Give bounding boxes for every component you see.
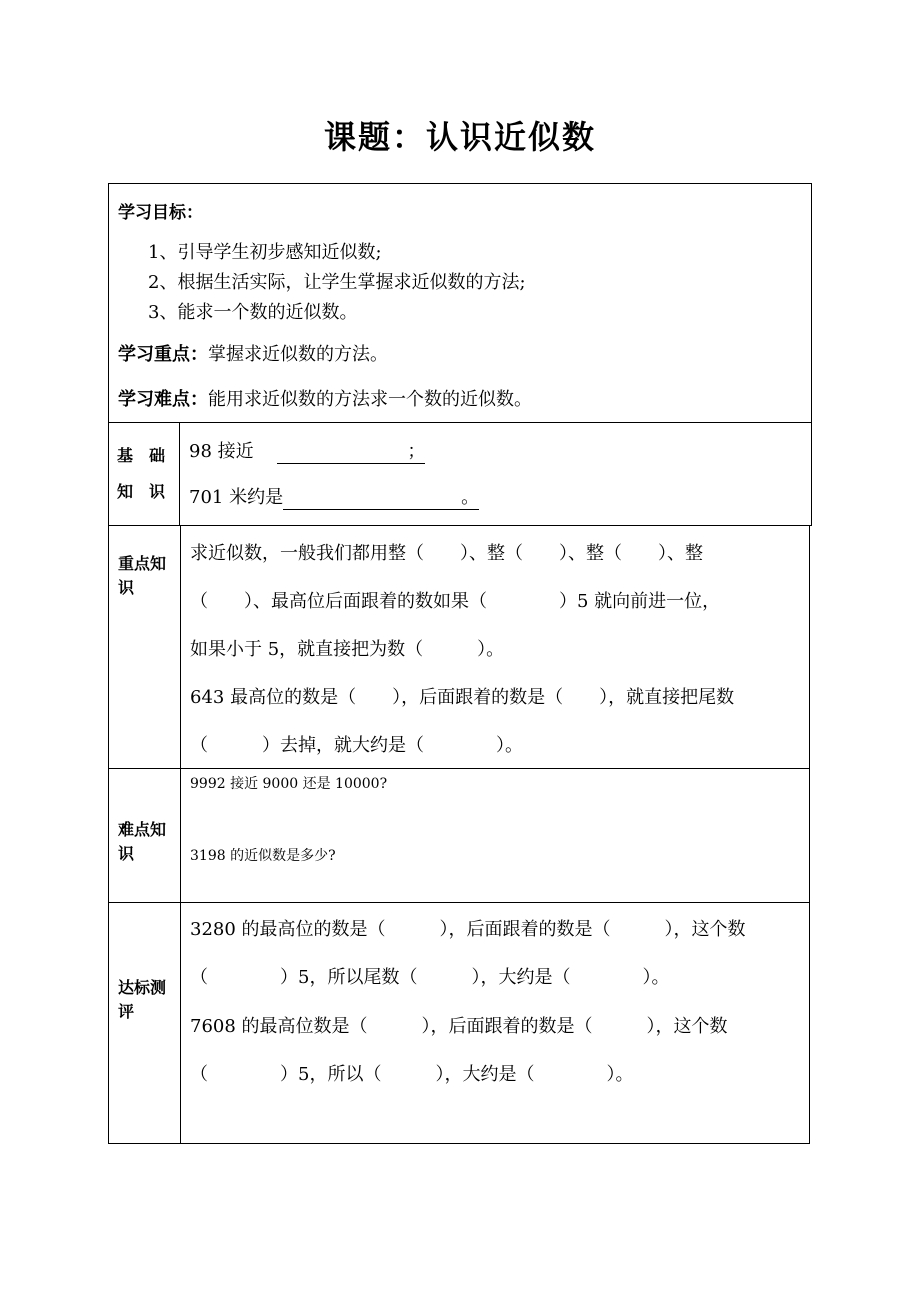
key-knowledge-label-line: 重点知 [118, 554, 167, 573]
assessment-line: 3280 的最高位的数是（ ），后面跟着的数是（ ），这个数 [190, 919, 746, 940]
assessment-divider [180, 902, 181, 1144]
key-knowledge-label-line: 识 [118, 578, 135, 597]
assessment-line: （ ）5，所以尾数（ ），大约是（ ）。 [190, 967, 670, 988]
difficult-point-text: 能用求近似数的方法求一个数的近似数。 [208, 389, 532, 410]
goal-item: 3、能求一个数的近似数。 [148, 302, 358, 323]
assessment-label [118, 976, 166, 1024]
key-knowledge-label [118, 552, 166, 600]
key-point-label: 学习重点： [118, 344, 208, 365]
key-knowledge-divider [180, 525, 181, 769]
difficult-knowledge-divider [180, 768, 181, 903]
blank-end-mark: ； [407, 441, 426, 462]
basic-line-2-text: 701 米约是 [189, 487, 284, 508]
page-title: 课题：认识近似数 [323, 118, 596, 156]
basic-line-1 [189, 437, 425, 464]
answer-blank[interactable] [277, 437, 425, 464]
goal-item: 1、引导学生初步感知近似数; [148, 242, 382, 263]
difficult-knowledge-label [118, 818, 166, 866]
difficult-point-label: 学习难点： [118, 389, 208, 410]
key-knowledge-line: 求近似数，一般我们都用整（ ）、整（ ）、整（ ）、整 [190, 543, 703, 564]
key-point-row [118, 340, 388, 366]
assessment-label-line: 达标测 [118, 978, 167, 997]
basic-line-2 [189, 483, 479, 510]
basic-label-line: 基 础 [117, 446, 166, 465]
basic-label [117, 444, 165, 504]
key-knowledge-line: （ ）去掉，就大约是（ ）。 [190, 735, 523, 756]
difficult-point-row [118, 385, 532, 411]
assessment-label-line: 评 [118, 1002, 135, 1021]
goal-item: 2、根据生活实际，让学生掌握求近似数的方法; [148, 272, 526, 293]
answer-blank[interactable] [283, 483, 479, 510]
difficult-question: 3198 的近似数是多少? [190, 848, 336, 864]
basic-divider [179, 422, 180, 526]
key-point-text: 掌握求近似数的方法。 [208, 344, 388, 365]
key-knowledge-line: （ ）、最高位后面跟着的数如果（ ）5 就向前进一位， [190, 591, 721, 612]
basic-line-1-text: 98 接近 [189, 441, 254, 462]
difficult-knowledge-label-line: 难点知 [118, 820, 167, 839]
assessment-line: （ ）5，所以（ ），大约是（ ）。 [190, 1064, 634, 1085]
assessment-line: 7608 的最高位数是（ ），后面跟着的数是（ ），这个数 [190, 1016, 728, 1037]
goals-heading: 学习目标： [118, 203, 203, 223]
basic-label-line: 知 识 [117, 482, 166, 501]
key-knowledge-line: 如果小于 5，就直接把为数（ ）。 [190, 639, 505, 660]
difficult-knowledge-label-line: 识 [118, 844, 135, 863]
blank-end-mark: 。 [461, 487, 480, 508]
key-knowledge-line: 643 最高位的数是（ ），后面跟着的数是（ ），就直接把尾数 [190, 687, 735, 708]
difficult-question: 9992 接近 9000 还是 10000? [190, 776, 388, 792]
